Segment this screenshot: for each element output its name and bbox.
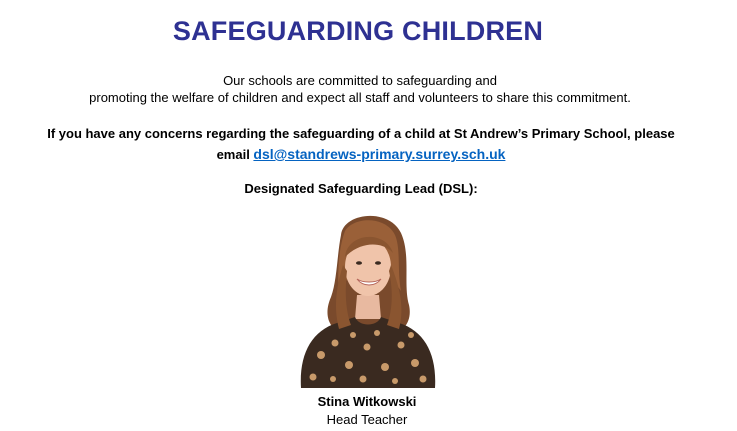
concern-line-1: If you have any concerns regarding the safeguarding of a child at St Andrew’s Primary School, please <box>47 126 675 141</box>
concern-email-prefix: email <box>216 147 254 162</box>
dsl-name: Stina Witkowski <box>317 394 417 409</box>
dsl-email-link[interactable]: dsl@standrews-primary.surrey.sch.uk <box>253 146 506 162</box>
concern-paragraph <box>0 124 722 165</box>
concern-line-2 <box>0 144 722 165</box>
dsl-portrait-photo <box>293 205 439 388</box>
intro-line-2: promoting the welfare of children and expect all staff and volunteers to share this commitment. <box>89 90 631 105</box>
intro-paragraph <box>0 72 720 106</box>
intro-line-1: Our schools are committed to safeguarding and <box>223 73 497 88</box>
page-title: SAFEGUARDING CHILDREN <box>172 16 544 46</box>
dsl-heading: Designated Safeguarding Lead (DSL): <box>244 181 478 196</box>
dsl-role: Head Teacher <box>326 412 408 427</box>
